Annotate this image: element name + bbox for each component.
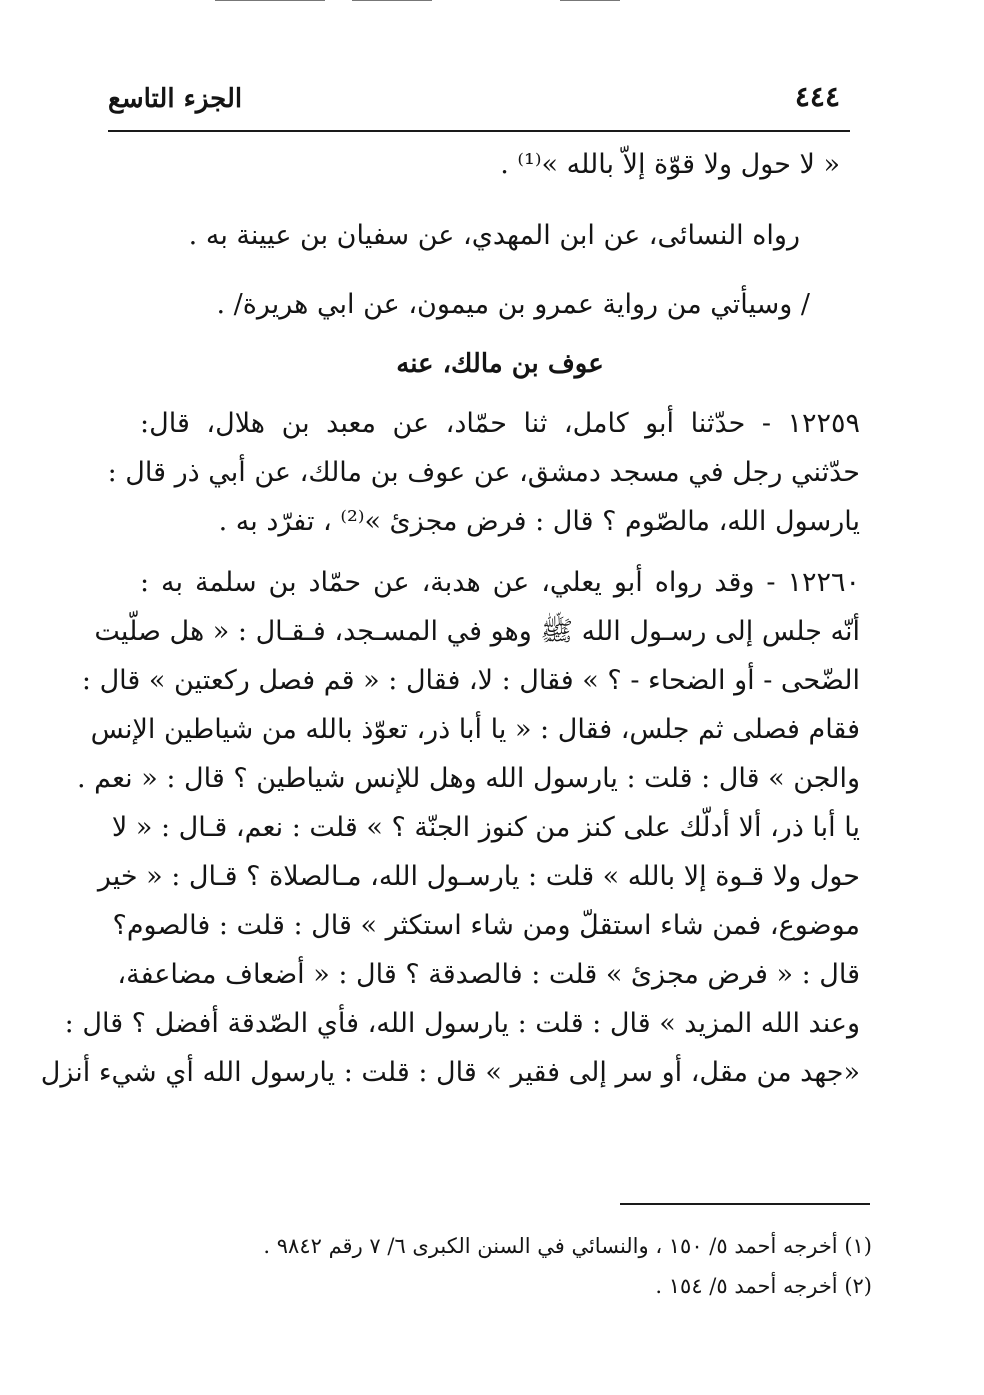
running-header: [108, 80, 848, 130]
text-line: وعند الله المزيد » قال : قلت : يارسول الله، فأي الصّدقة أفضل ؟ قال :: [64, 1008, 860, 1039]
scan-artifact-line: [352, 0, 432, 1]
footnote-2: (٢) أخرجه أحمد ٥/ ١٥٤ .: [655, 1274, 872, 1298]
text-line: حدّثني رجل في مسجد دمشق، عن عوف بن مالك، عن أبي ذر قال :: [107, 457, 860, 488]
text-line: «جهد من مقل، أو سر إلى فقير » قال : قلت : يارسول الله أي شيء أنزل: [40, 1057, 860, 1088]
page-number: ٤٤٤: [794, 80, 840, 113]
text-line: « لا حول ولا قوّة إلاّ بالله »⁽¹⁾ .: [500, 149, 840, 180]
footnotes: [140, 1226, 872, 1306]
section-title: عوف بن مالك، عنه: [396, 349, 604, 379]
footnote-1: (١) أخرجه أحمد ٥/ ١٥٠ ، والنسائي في السنن الكبرى ٦/ ٧ رقم ٩٨٤٢ .: [263, 1234, 872, 1258]
text-line: رواه النسائى، عن ابن المهدي، عن سفيان بن عيينة به .: [188, 220, 800, 251]
text-line: قال : « فرض مجزئ » قلت : فالصدقة ؟ قال : « أضعاف مضاعفة،: [117, 959, 860, 990]
text-line: الضّحى - أو الضحاء - ؟ » فقال : لا، فقال : « قم فصل ركعتين » قال :: [81, 665, 860, 696]
hadith-12259: [107, 399, 860, 546]
text-line: أنّه جلس إلى رسـول الله ﷺ وهو في المسـجد، فـقـال : « هل صلّيت: [94, 616, 860, 647]
text-line: يا أبا ذر، ألا أدلّك على كنز من كنوز الجنّة ؟ » قلت : نعم، قـال : « لا: [111, 812, 860, 843]
hadith-12260: [40, 558, 860, 1097]
scan-artifact-line: [215, 0, 325, 1]
text-line: حول ولا قـوة إلا بالله » قلت : يارسـول الله، مـالصلاة ؟ قـال : « خير: [97, 861, 860, 892]
text-line: موضوع، فمن شاء استقلّ ومن شاء استكثر » قال : قلت : فالصوم؟: [112, 910, 860, 941]
header-rule: [108, 130, 850, 132]
main-text: [40, 140, 860, 1097]
text-line: فقام فصلى ثم جلس، فقال : « يا أبا ذر، تعوّذ بالله من شياطين الإنس: [90, 714, 860, 745]
scan-artifact-line: [560, 0, 620, 1]
text-line: ١٢٢٦٠ - وقد رواه أبو يعلي، عن هدبة، عن حمّاد بن سلمة به :: [140, 567, 860, 598]
text-line: / وسيأتي من رواية عمرو بن ميمون، عن ابي هريرة/ .: [216, 289, 810, 320]
text-line: ١٢٢٥٩ - حدّثنا أبو كامل، ثنا حمّاد، عن معبد بن هلال، قال:: [140, 408, 860, 439]
text-line: والجن » قال : قلت : يارسول الله وهل للإنس شياطين ؟ قال : « نعم .: [77, 763, 860, 794]
text-line: يارسول الله، مالصّوم ؟ قال : فرض مجزئ »⁽²⁾ ، تفرّد به .: [218, 506, 860, 537]
footnote-rule: [620, 1203, 870, 1205]
volume-title: الجزء التاسع: [108, 84, 243, 114]
